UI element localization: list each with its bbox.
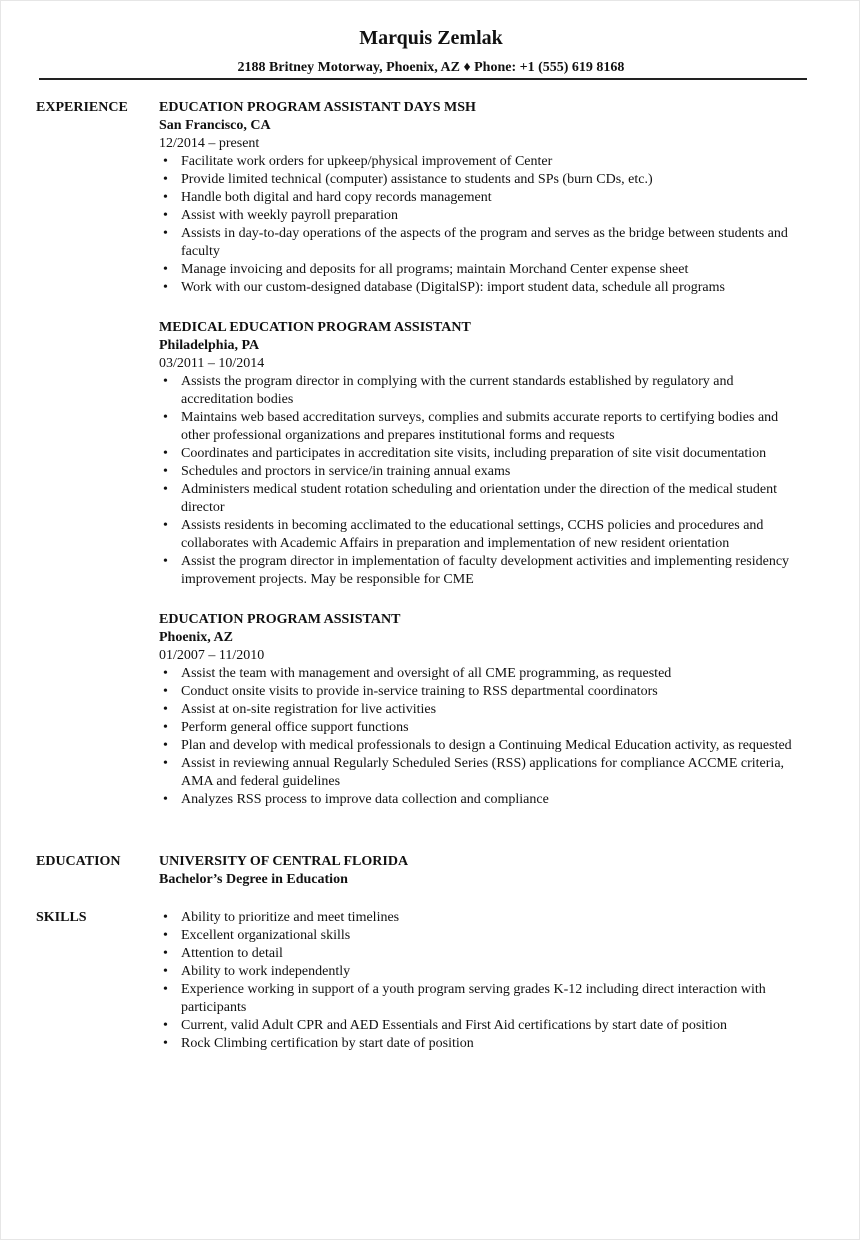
job-dates: 01/2007 – 11/2010	[159, 648, 265, 663]
duty-item: • Assist at on-site registration for live activities	[159, 701, 809, 719]
duty-item: • Provide limited technical (computer) assistance to students and SPs (burn CDs, etc.)	[159, 171, 809, 189]
section-label-skills: SKILLS	[36, 910, 87, 925]
candidate-name: Marquis Zemlak	[359, 27, 503, 49]
skill-item: • Ability to prioritize and meet timelines	[159, 909, 809, 927]
duty-item: • Administers medical student rotation scheduling and orientation under the direction of the medical student director	[159, 481, 809, 517]
skill-item: • Ability to work independently	[159, 963, 809, 981]
duty-item: • Maintains web based accreditation surveys, complies and submits accurate reports to certifying bodies and other professional organizations and prepares institutional forms and requests	[159, 409, 809, 445]
job-title: EDUCATION PROGRAM ASSISTANT	[159, 612, 401, 627]
duty-item: • Assist in reviewing annual Regularly Scheduled Series (RSS) applications for compliance ACCME criteria, AMA and federal guidelines	[159, 755, 809, 791]
duty-item: • Work with our custom-designed database (DigitalSP): import student data, schedule all programs	[159, 279, 809, 297]
skill-item: • Rock Climbing certification by start date of position	[159, 1035, 809, 1053]
job-location: San Francisco, CA	[159, 118, 271, 133]
duty-item: • Manage invoicing and deposits for all programs; maintain Morchand Center expense sheet	[159, 261, 809, 279]
duty-item: • Perform general office support functions	[159, 719, 809, 737]
job-entry	[159, 319, 809, 589]
duty-item: • Plan and develop with medical professionals to design a Continuing Medical Education activity, as requested	[159, 737, 809, 755]
duty-item: • Assists the program director in complying with the current standards established by regulatory and accreditation bodies	[159, 373, 809, 409]
duty-item: • Assist the team with management and oversight of all CME programming, as requested	[159, 665, 809, 683]
job-duties	[159, 153, 809, 297]
job-duties	[159, 665, 809, 809]
contact-line: 2188 Britney Motorway, Phoenix, AZ ♦ Phone: +1 (555) 619 8168	[237, 60, 625, 75]
job-entry	[159, 611, 809, 809]
degree: Bachelor’s Degree in Education	[159, 872, 348, 887]
job-dates: 03/2011 – 10/2014	[159, 356, 265, 371]
header-divider	[39, 78, 807, 80]
experience-list	[159, 99, 809, 809]
school-name: UNIVERSITY OF CENTRAL FLORIDA	[159, 854, 409, 869]
job-title: EDUCATION PROGRAM ASSISTANT DAYS MSH	[159, 100, 476, 115]
skill-item: • Current, valid Adult CPR and AED Essentials and First Aid certifications by start date of position	[159, 1017, 809, 1035]
duty-item: • Facilitate work orders for upkeep/physical improvement of Center	[159, 153, 809, 171]
duty-item: • Schedules and proctors in service/in training annual exams	[159, 463, 809, 481]
education-entry	[159, 853, 809, 889]
duty-item: • Assist with weekly payroll preparation	[159, 207, 809, 225]
job-dates: 12/2014 – present	[159, 136, 260, 151]
skills-items	[159, 909, 809, 1053]
section-label-education: EDUCATION	[36, 854, 121, 869]
section-label-experience: EXPERIENCE	[36, 100, 128, 115]
skill-item: • Attention to detail	[159, 945, 809, 963]
duty-item: • Assists residents in becoming acclimated to the educational settings, CCHS policies and procedures and collaborates with Academic Affairs in preparation and implementation of new resident orientation	[159, 517, 809, 553]
duty-item: • Assist the program director in implementation of faculty development activities and implementing residency improvement projects. May be responsible for CME	[159, 553, 809, 589]
job-location: Phoenix, AZ	[159, 630, 233, 645]
duty-item: • Analyzes RSS process to improve data collection and compliance	[159, 791, 809, 809]
duty-item: • Assists in day-to-day operations of the aspects of the program and serves as the bridge between students and faculty	[159, 225, 809, 261]
duty-item: • Conduct onsite visits to provide in-service training to RSS departmental coordinators	[159, 683, 809, 701]
job-duties	[159, 373, 809, 589]
skill-item: • Experience working in support of a youth program serving grades K-12 including direct interaction with participants	[159, 981, 809, 1017]
job-title: MEDICAL EDUCATION PROGRAM ASSISTANT	[159, 320, 471, 335]
skills-list	[159, 909, 809, 1053]
job-location: Philadelphia, PA	[159, 338, 260, 353]
job-entry	[159, 99, 809, 297]
duty-item: • Handle both digital and hard copy records management	[159, 189, 809, 207]
duty-item: • Coordinates and participates in accreditation site visits, including preparation of site visit documentation	[159, 445, 809, 463]
skill-item: • Excellent organizational skills	[159, 927, 809, 945]
